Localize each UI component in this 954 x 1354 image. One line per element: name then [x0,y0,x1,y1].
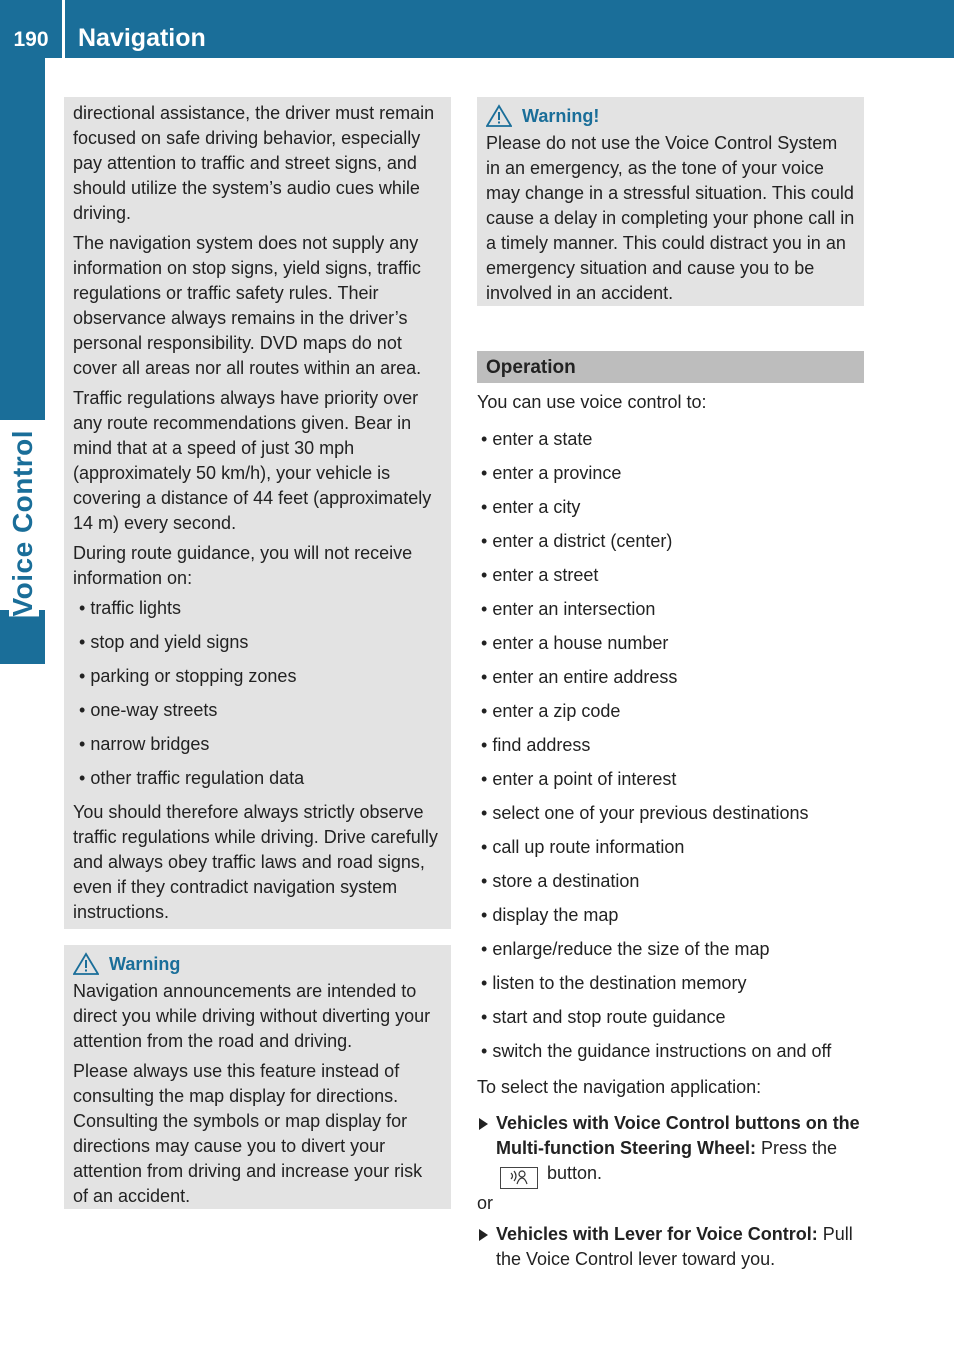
select-intro: To select the navigation application: [477,1077,762,1097]
step-arrow-icon [479,1118,488,1130]
list-item: • call up route information [481,835,831,869]
instruction-step [477,1111,869,1189]
list-item: • display the map [481,903,831,937]
list-item: • enter a province [481,461,831,495]
warning-title: Warning! [522,105,600,126]
step-text: button. [547,1163,603,1183]
header-divider [62,0,65,58]
info-list [73,596,442,791]
list-item: • enter a state [481,427,831,461]
paragraph: Please always use this feature instead of consulting the map display for directions. Consulting the symbols or map display for directions may cause you to divert your attention from driving and increase your risk of an accident. [73,1061,423,1206]
step-condition: Vehicles with Voice Control buttons on the Multi-function Steering Wheel: [496,1113,860,1158]
list-item: • narrow bridges [73,732,442,757]
list-item: • listen to the destination memory [481,971,831,1005]
list-item: • enter a zip code [481,699,831,733]
info-box [64,97,451,929]
warning-title: Warning [109,953,181,974]
paragraph: Navigation announcements are intended to direct you while driving without diverting your attention from the road and driving. [73,981,431,1051]
step-arrow-icon [479,1229,488,1241]
list-item: • select one of your previous destinations [481,801,831,835]
list-item: • switch the guidance instructions on and off [481,1039,831,1073]
voice-control-button-icon [500,1167,538,1189]
list-item: • store a destination [481,869,831,903]
step-text: Press the [761,1138,838,1158]
warning-box [64,945,451,1209]
list-item: • enlarge/reduce the size of the map [481,937,831,971]
or-text: or [477,1193,494,1213]
list-item: • enter a street [481,563,831,597]
paragraph: You should therefore always strictly observe traffic regulations while driving. Drive carefully and always obey traffic laws and road signs, even if they contradict navigation system instructions. [73,802,438,922]
list-item: • enter a district (center) [481,529,831,563]
list-item: • other traffic regulation data [73,766,442,791]
list-item: • enter an intersection [481,597,831,631]
list-item: • enter a city [481,495,831,529]
paragraph: directional assistance, the driver must remain focused on safe driving behavior, especially pay attention to traffic and street signs, and should utilize the system’s audio cues while driving. [73,103,435,223]
list-item: • enter a house number [481,631,831,665]
list-item: • one-way streets [73,698,442,723]
instruction-step [477,1222,869,1272]
page-header [0,0,954,58]
intro-text: You can use voice control to: [477,392,707,412]
step-text: Pull the Voice Control lever toward you. [496,1224,853,1269]
warning-heading [73,949,442,979]
side-tab-label: Voice Control [7,430,38,617]
section-title: Operation [477,351,864,383]
list-item: • traffic lights [73,596,442,621]
page-number: 190 [13,28,49,51]
paragraph: Traffic regulations always have priority over any route recommendations given. Bear in mind that at a speed of just 30 mph (approximately 50 km/h), your vehicle is covering a distance of 44 feet (approximately 14 m) every second. [73,388,432,533]
paragraph: The navigation system does not supply any information on stop signs, yield signs, traffic regulations or traffic safety rules. Their observance always remains in the driver’s personal responsibility. DVD maps do not cover all areas nor all routes within an area. [73,233,422,378]
list-item: • parking or stopping zones [73,664,442,689]
warning-triangle-icon [486,104,512,128]
list-item: • start and stop route guidance [481,1005,831,1039]
warning-heading [486,101,855,131]
step-condition: Vehicles with Lever for Voice Control: [496,1224,818,1244]
paragraph: During route guidance, you will not receive information on: [73,543,413,588]
list-item: • stop and yield signs [73,630,442,655]
list-item: • find address [481,733,831,767]
header-title: Navigation [78,24,206,52]
voice-command-list [481,427,831,1073]
warning-box [477,97,864,306]
list-item: • enter a point of interest [481,767,831,801]
paragraph: Please do not use the Voice Control System in an emergency, as the tone of your voice may change in a stressful situation. This could cause a delay in completing your phone call in a timely manner. This could distract you in an emergency situation and cause you to be involved in an accident. [486,133,855,303]
warning-triangle-icon [73,952,99,976]
list-item: • enter an entire address [481,665,831,699]
